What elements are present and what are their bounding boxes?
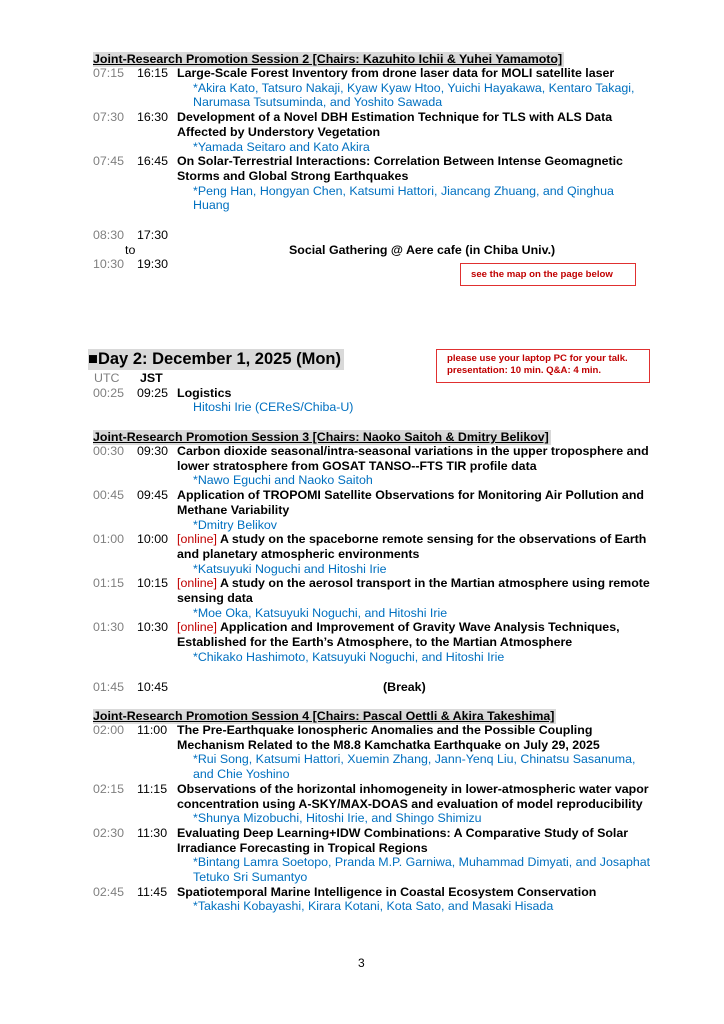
jst-time: 10:00 [137, 532, 169, 547]
utc-time: 02:30 [93, 825, 125, 840]
talk-title [177, 488, 653, 517]
talk-authors: *Yamada Seitaro and Kato Akira [193, 139, 370, 154]
talk-body [177, 532, 653, 576]
talk-authors: *Moe Oka, Katsuyuki Noguchi, and Hitoshi Irie [193, 605, 448, 620]
online-tag: [online] [177, 532, 217, 547]
talk-row [93, 66, 653, 110]
utc-column-label: UTC [94, 371, 120, 385]
page-number: 3 [358, 956, 365, 970]
talk-authors: *Dmitry Belikov [193, 517, 277, 532]
talk-title-text: Spatiotemporal Marine Intelligence in Coastal Ecosystem Conservation [177, 884, 597, 899]
talk-title-text: Application of TROPOMI Satellite Observations for Monitoring Air Pollution and Methane Variability [177, 488, 644, 517]
talk-title-text: Evaluating Deep Learning+IDW Combinations: A Comparative Study of Solar Irradiance Forecasting in Tropical Regions [177, 825, 629, 855]
utc-time: 08:30 [93, 228, 125, 242]
talk-title-text: Development of a Novel DBH Estimation Technique for TLS with ALS Data Affected by Understory Vegetation [177, 110, 613, 139]
session-4-header: Joint-Research Promotion Session 4 [Chairs: Pascal Oettli & Akira Takeshima] [93, 709, 555, 723]
talk-authors: *Takashi Kobayashi, Kirara Kotani, Kota Sato, and Masaki Hisada [193, 899, 554, 914]
online-tag: [online] [177, 576, 217, 591]
jst-time: 11:45 [137, 884, 168, 899]
break-row [93, 680, 653, 695]
talk-authors: *Peng Han, Hongyan Chen, Katsumi Hattori, Jiancang Zhuang, and Qinghua Huang [193, 183, 614, 213]
note-line: please use your laptop PC for your talk. [447, 353, 628, 364]
talk-title-text: Observations of the horizontal inhomogeneity in lower-atmospheric water vapor concentration using A-SKY/MAX-DOAS and evaluation of model reproducibility [177, 781, 649, 811]
talk-row [93, 826, 653, 885]
session-4-talks [93, 723, 653, 914]
jst-time: 10:45 [137, 680, 169, 694]
utc-time: 07:30 [93, 110, 125, 125]
utc-time: 07:15 [93, 66, 125, 80]
utc-time: 10:30 [93, 257, 125, 272]
talk-row [93, 488, 653, 532]
talk-body [177, 66, 653, 110]
utc-time: 07:45 [93, 154, 125, 169]
talk-title [177, 110, 653, 139]
jst-time: 16:30 [137, 110, 169, 125]
talk-title [177, 782, 653, 811]
talk-row [93, 723, 653, 782]
talk-title [177, 620, 653, 649]
talk-title-text: On Solar-Terrestrial Interactions: Correlation Between Intense Geomagnetic Storms and Global Strong Earthquakes [177, 154, 623, 183]
talk-row [93, 620, 653, 664]
talk-authors: *Nawo Eguchi and Naoko Saitoh [193, 473, 373, 488]
jst-time: 17:30 [137, 228, 169, 242]
talk-title-text: Application and Improvement of Gravity Wave Analysis Techniques, Established for the Earth’s Atmosphere, to the Martian Atmosphere [177, 620, 620, 650]
jst-time: 11:30 [137, 825, 168, 840]
talk-body [177, 576, 653, 620]
talk-authors: Hitoshi Irie (CEReS/Chiba-U) [193, 400, 354, 415]
talk-row [93, 885, 653, 914]
talk-body [177, 110, 653, 154]
session-3-talks [93, 444, 653, 665]
talk-title [177, 576, 653, 605]
talk-body [177, 723, 653, 782]
jst-time: 10:15 [137, 576, 169, 591]
utc-time: 00:25 [93, 385, 125, 400]
jst-time: 16:15 [137, 66, 169, 80]
talk-body [177, 885, 653, 914]
talk-authors: *Rui Song, Katsumi Hattori, Xuemin Zhang, Jann-Yenq Liu, Chinatsu Sasanuma, and Chie Yoshino [193, 752, 636, 782]
talk-authors: *Akira Kato, Tatsuro Nakaji, Kyaw Kyaw Htoo, Yuichi Hayakawa, Kentaro Takagi, Narumasa Tsutsuminda, and Yoshito Sawada [193, 80, 635, 110]
day-2-schedule-start [93, 371, 653, 415]
talk-body [177, 488, 653, 532]
talk-title-text: The Pre-Earthquake Ionospheric Anomalies and the Possible Coupling Mechanism Related to the M8.8 Kamchatka Earthquake on July 29, 2025 [177, 723, 600, 752]
utc-time: 01:15 [93, 576, 125, 591]
talk-row [93, 532, 653, 576]
utc-time: 02:45 [93, 884, 125, 899]
jst-time: 09:25 [137, 385, 169, 400]
session-2-header: Joint-Research Promotion Session 2 [Chairs: Kazuhito Ichii & Yuhei Yamamoto] [93, 52, 563, 66]
note-line: presentation: 10 min. Q&A: 4 min. [447, 365, 602, 376]
talk-title [177, 826, 653, 855]
jst-time: 09:45 [137, 488, 169, 503]
talk-body [177, 444, 653, 488]
talk-authors: *Chikako Hashimoto, Katsuyuki Noguchi, and Hitoshi Irie [193, 649, 505, 664]
talk-title [177, 532, 653, 561]
talk-title: Logistics [177, 385, 232, 400]
talk-body [177, 782, 653, 826]
utc-time: 00:45 [93, 488, 125, 503]
jst-column-label: JST [140, 371, 163, 385]
utc-time: 00:30 [93, 444, 125, 458]
day-2-heading: ■Day 2: December 1, 2025 (Mon) [88, 349, 344, 370]
to-label: to [125, 242, 136, 257]
talk-title-text: A study on the spaceborne remote sensing for the observations of Earth and planetary atmospheric environments [177, 532, 647, 561]
talk-authors: *Shunya Mizobuchi, Hitoshi Irie, and Shingo Shimizu [193, 811, 482, 826]
talk-authors: *Bintang Lamra Soetopo, Pranda M.P. Garniwa, Muhammad Dimyati, and Josaphat Tetuko Sri Sumantyo [193, 855, 651, 885]
break-label: (Break) [383, 680, 426, 694]
gathering-title: Social Gathering @ Aere cafe (in Chiba Univ.) [289, 242, 556, 257]
talk-body [177, 620, 653, 664]
utc-time: 01:45 [93, 680, 125, 694]
talk-title-text: Large-Scale Forest Inventory from drone laser data for MOLI satellite laser [177, 66, 615, 80]
talk-title [177, 66, 653, 81]
talk-row [93, 782, 653, 826]
jst-time: 09:30 [137, 444, 169, 458]
talk-title [177, 154, 653, 183]
talk-row [93, 444, 653, 488]
talk-body [177, 826, 653, 885]
utc-time: 01:00 [93, 532, 125, 547]
talk-title [177, 885, 653, 900]
jst-time: 16:45 [137, 154, 169, 169]
talk-body [177, 154, 653, 213]
jst-time: 10:30 [137, 620, 169, 635]
session-2-talks [93, 66, 653, 213]
talk-title-text: A study on the aerosol transport in the Martian atmosphere using remote sensing data [177, 576, 650, 606]
map-note: see the map on the page below [460, 263, 636, 286]
jst-time: 11:15 [137, 781, 168, 796]
session-3-header: Joint-Research Promotion Session 3 [Chairs: Naoko Saitoh & Dmitry Belikov] [93, 430, 549, 444]
talk-row [93, 154, 653, 213]
utc-time: 02:15 [93, 781, 125, 796]
talk-title [177, 444, 653, 473]
talk-row [93, 110, 653, 154]
talk-title-text: Carbon dioxide seasonal/intra-seasonal variations in the upper troposphere and lower stratosphere from GOSAT TANSO--FTS TIR profile data [177, 444, 649, 473]
talk-authors: *Katsuyuki Noguchi and Hitoshi Irie [193, 561, 387, 576]
jst-time: 11:00 [137, 723, 168, 737]
talk-row [93, 576, 653, 620]
utc-time: 02:00 [93, 723, 125, 737]
online-tag: [online] [177, 620, 217, 635]
talk-title [177, 723, 653, 752]
utc-time: 01:30 [93, 620, 125, 635]
jst-time: 19:30 [137, 257, 169, 272]
